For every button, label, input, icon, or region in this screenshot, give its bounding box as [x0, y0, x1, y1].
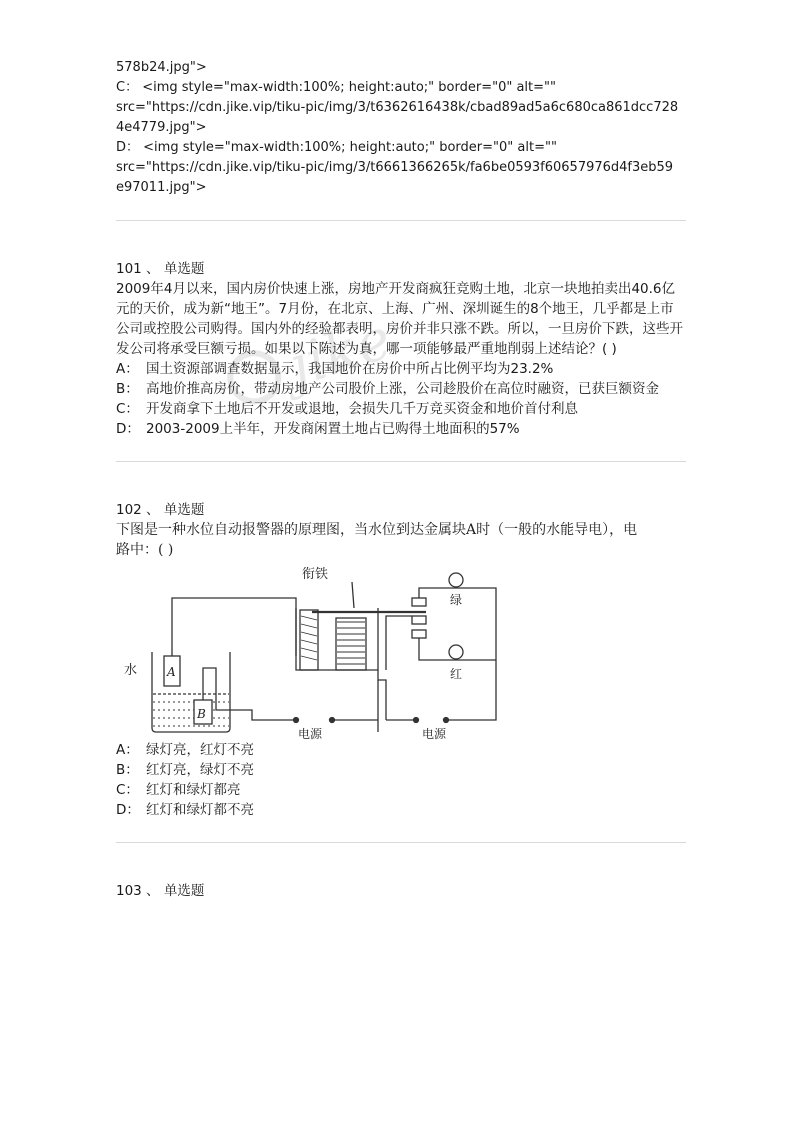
- option-text: <img style="max-width:100%; height:auto;" border="0" alt="": [142, 80, 556, 95]
- prev-option-c-line2: src="https://cdn.jike.vip/tiku-pic/img/3/t6362616438k/cbad89ad5a6c680ca861dcc728: [116, 100, 679, 115]
- option-key: A：: [116, 361, 139, 377]
- option-c[interactable]: [116, 399, 686, 419]
- wire-b: [203, 668, 296, 720]
- label-source-2: 电源: [422, 727, 447, 740]
- option-text: 红灯和绿灯都不亮: [146, 802, 254, 818]
- option-text: 国土资源部调查数据显示，我国地价在房价中所占比例平均为23.2%: [146, 361, 554, 377]
- label-water: 水: [124, 663, 138, 678]
- label-block-b: B: [197, 707, 206, 721]
- option-c[interactable]: [116, 780, 686, 800]
- option-text: 高地价推高房价，带动房地产公司股价上涨，公司趁股价在高位时融资，已获巨额资金: [146, 381, 659, 397]
- prev-option-c: [116, 78, 686, 98]
- label-green: 绿: [450, 593, 463, 607]
- document-page: [116, 58, 686, 901]
- option-d[interactable]: [116, 800, 686, 820]
- option-text: <img style="max-width:100%; height:auto;" border="0" alt="": [143, 140, 557, 155]
- option-b[interactable]: [116, 379, 686, 399]
- prev-question-options: [116, 58, 686, 198]
- green-lamp: [449, 573, 463, 587]
- label-source-1: 电源: [298, 727, 323, 740]
- question-header: 103 、 单选题: [116, 883, 205, 899]
- lamp-wire-right: [419, 588, 496, 720]
- label-red: 红: [450, 667, 463, 681]
- source-wire: [378, 670, 386, 732]
- option-text: 2003-2009上半年，开发商闲置土地占已购得土地面积的57%: [146, 421, 520, 437]
- option-key: D：: [116, 421, 140, 437]
- question-stem: 2009年4月以来，国内房价快速上涨，房地产开发商疯狂竞购土地，北京一块地拍卖出40.6亿元的天价，成为新“地王”。7月份，在北京、上海、广州、深圳诞生的8个地王，几乎都是上市公司或控股公司购得。国内外的经验都表明，房价并非只涨不跌。所以，一旦房价下跌，这些开发公司将承受巨额亏损。如果以下陈述为真，哪一项能够最严重地削弱上述结论？( ): [116, 281, 683, 357]
- lamp-wire-red: [419, 638, 496, 660]
- prev-option-c-line3: 4e4779.jpg">: [116, 120, 207, 135]
- option-b[interactable]: [116, 760, 686, 780]
- label-block-a: A: [167, 665, 176, 679]
- option-text: 开发商拿下土地后不开发或退地，会损失几千万竞买资金和地价首付利息: [146, 401, 578, 417]
- option-key: D：: [116, 802, 140, 818]
- option-key: B：: [116, 762, 139, 778]
- red-lamp: [449, 645, 463, 659]
- option-text: 红灯亮，绿灯不亮: [146, 762, 254, 778]
- wire-a: [172, 598, 296, 656]
- option-text: 绿灯亮，红灯不亮: [146, 742, 254, 758]
- water-alarm-circuit-diagram: [116, 560, 516, 740]
- prev-option-d-line3: e97011.jpg">: [116, 180, 207, 195]
- watermark-text: jike: [281, 306, 399, 400]
- electromagnet-coil: [336, 618, 366, 670]
- option-key: C：: [116, 782, 139, 798]
- water-hatch: [153, 702, 229, 726]
- option-key: B：: [116, 381, 139, 397]
- armature-pointer: [352, 582, 354, 608]
- prev-option-d-line2: src="https://cdn.jike.vip/tiku-pic/img/3/t6661366265k/fa6be0593f60657976d4f3eb59: [116, 160, 674, 175]
- option-a[interactable]: [116, 359, 686, 379]
- question-header: 102 、 单选题: [116, 502, 205, 518]
- option-a[interactable]: [116, 740, 686, 760]
- question-stem-line2: 路中：( ): [116, 542, 174, 558]
- option-key: C：: [116, 80, 139, 95]
- prev-option-tail: 578b24.jpg">: [116, 60, 207, 75]
- option-key: A：: [116, 742, 139, 758]
- question-header: 101 、 单选题: [116, 261, 205, 277]
- label-armature: 衔铁: [302, 567, 329, 582]
- option-text: 红灯和绿灯都亮: [146, 782, 241, 798]
- option-key: C：: [116, 401, 139, 417]
- option-key: D：: [116, 140, 140, 155]
- question-101: [116, 259, 686, 439]
- question-102: [116, 500, 686, 820]
- question-103: [116, 881, 686, 901]
- option-d[interactable]: [116, 419, 686, 439]
- prev-option-d: [116, 138, 686, 158]
- question-stem-line1: 下图是一种水位自动报警器的原理图，当水位到达金属块A时（一般的水能导电），电: [116, 522, 638, 538]
